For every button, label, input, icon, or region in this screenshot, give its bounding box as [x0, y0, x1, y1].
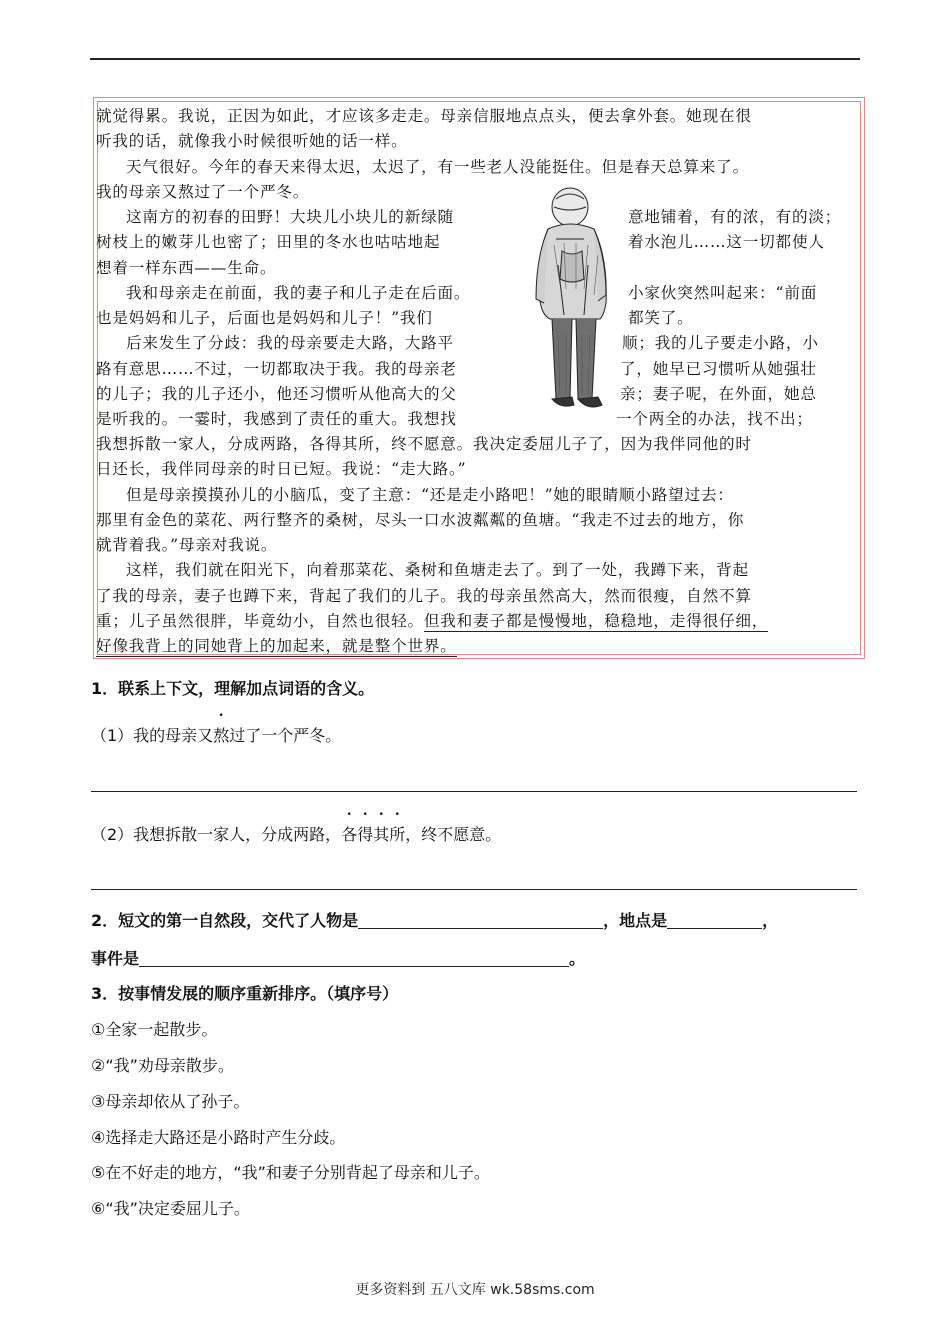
order-option-3: ③母亲却依从了孙子。	[91, 1092, 250, 1111]
passage-line	[126, 205, 842, 229]
dotted-character: 得	[357, 825, 374, 844]
order-option-2: ②“我”劝母亲散步。	[91, 1056, 234, 1075]
underlined-sentence: 但我和妻子都是慢慢地，稳稳地，走得很仔细，	[423, 612, 769, 630]
passage-line-left: 也是妈妈和儿子，后面也是妈妈和儿子！”我们	[96, 309, 433, 327]
question-2-line-2	[91, 946, 585, 969]
sentence-text: （1）我的母亲又	[91, 726, 214, 745]
order-option-6: ⑥“我”决定委屈儿子。	[91, 1199, 250, 1218]
passage-line-right: 顺；我的儿子要走小路，小	[622, 334, 819, 352]
passage-line-right: 了，她早已习惯听从她强壮	[620, 360, 817, 378]
sentence-text: （2）我想拆散一家人，分成两路，	[91, 825, 342, 844]
passage-line	[96, 407, 813, 431]
passage-line-left: 树枝上的嫩芽儿也密了；田里的冬水也咕咕地起	[96, 233, 441, 251]
passage-line	[96, 382, 817, 406]
question-1-sentence-1	[91, 723, 341, 746]
passage-line: 就背着我。”母亲对我说。	[96, 536, 278, 554]
question-2-line-1	[91, 908, 778, 931]
passage-line-left: 我和母亲走在前面，我的妻子和儿子走在后面。	[126, 284, 471, 302]
passage-line-left: 重；儿子虽然很胖，毕竟幼小，自然也很轻。	[96, 612, 424, 630]
passage-line-right: 都笑了。	[628, 309, 694, 327]
passage-line	[96, 357, 817, 381]
dotted-character: 所	[389, 825, 406, 844]
question-2-text: 。	[569, 949, 586, 968]
question-2-text: 事件是	[91, 949, 140, 968]
passage-line-left: 路有意思……不过，一切都取决于我。我的母亲老	[96, 360, 457, 378]
question-1-sentence-2	[91, 822, 501, 845]
footer-source-text: 更多资料到 五八文库 wk.58sms.com	[355, 1282, 595, 1298]
question-2-text: ，地点是	[603, 911, 668, 930]
passage-line: 天气很好。今年的春天来得太迟，太迟了，有一些老人没能挺住。但是春天总算来了。	[126, 158, 749, 176]
dotted-character: 其	[373, 825, 390, 844]
order-option-5: ⑤在不好走的地方，“我”和妻子分别背起了母亲和儿子。	[91, 1163, 490, 1182]
passage-line-right: 意地铺着，有的浓，有的淡；	[628, 208, 842, 226]
sentence-text: ，终不愿意。	[405, 825, 502, 844]
passage-line	[96, 634, 457, 658]
elderly-woman-sketch-illustration	[518, 185, 626, 425]
dotted-character: 熬	[213, 726, 230, 745]
passage-line	[96, 230, 825, 254]
passage-line-left: 的儿子；我的儿子还小，他还习惯听从他高大的父	[96, 385, 457, 403]
passage-line: 了我的母亲，妻子也蹲下来，背起了我们的儿子。我的母亲虽然高大，然而很瘦，自然不算	[96, 587, 752, 605]
passage-line: 我的母亲又熬过了一个严冬。	[96, 183, 310, 201]
header-rule	[90, 58, 860, 60]
person-answer-blank[interactable]	[358, 912, 603, 929]
sentence-text: 过了一个严冬。	[229, 726, 342, 745]
passage-line: 想着一样东西——生命。	[96, 259, 277, 277]
passage-line: 就觉得累。我说，正因为如此，才应该多走走。母亲信服地点点头，便去拿外套。她现在很	[96, 107, 752, 125]
passage-line: 我想拆散一家人，分成两路，各得其所，终不愿意。我决定委屈儿子了，因为我伴同他的时	[96, 435, 752, 453]
passage-line-right: 一个两全的办法，找不出；	[616, 410, 813, 428]
passage-line-right: 亲；妻子呢，在外面，她总	[620, 385, 817, 403]
passage-line-left: 是听我的。一霎时，我感到了责任的重大。我想找	[96, 410, 457, 428]
place-answer-blank[interactable]	[667, 912, 762, 929]
question-2-text: ，	[762, 911, 779, 930]
passage-line-left: 后来发生了分歧：我的母亲要走大路，大路平	[126, 334, 454, 352]
passage-line-left: 这南方的初春的田野！大块儿小块儿的新绿随	[126, 208, 454, 226]
passage-line: 日还长，我伴同母亲的时日已短。我说：“走大路。”	[96, 460, 467, 478]
question-1-title: 1．联系上下文，理解加点词语的含义。	[91, 679, 375, 698]
passage-line	[126, 281, 818, 305]
underlined-sentence: 好像我背上的同她背上的加起来，就是整个世界。	[96, 637, 457, 655]
passage-line-right: 小家伙突然叫起来：“前面	[628, 284, 818, 302]
passage-line: 听我的话，就像我小时候很听她的话一样。	[96, 132, 408, 150]
answer-line-1[interactable]	[91, 791, 857, 792]
passage-line: 但是母亲摸摸孙儿的小脑瓜，变了主意：“还是走小路吧！”她的眼睛顺小路望过去：	[126, 486, 734, 504]
event-answer-blank[interactable]	[139, 950, 569, 967]
passage-line: 这样，我们就在阳光下，向着那菜花、桑树和鱼塘走去了。到了一处，我蹲下来，背起	[126, 561, 749, 579]
question-3-title: 3．按事情发展的顺序重新排序。（填序号）	[91, 984, 399, 1003]
question-2-text: 2．短文的第一自然段，交代了人物是	[91, 911, 359, 930]
passage-line	[96, 306, 694, 330]
answer-line-2[interactable]	[91, 889, 857, 890]
dotted-character: 各	[341, 825, 358, 844]
passage-line	[96, 609, 768, 633]
passage-line-right: 着水泡儿……这一切都使人	[628, 233, 825, 251]
order-option-1: ①全家一起散步。	[91, 1020, 218, 1039]
order-option-4: ④选择走大路还是小路时产生分歧。	[91, 1128, 346, 1147]
passage-line: 那里有金色的菜花、两行整齐的桑树，尽头一口水波粼粼的鱼塘。“我走不过去的地方，你	[96, 511, 745, 529]
passage-line	[126, 331, 819, 355]
